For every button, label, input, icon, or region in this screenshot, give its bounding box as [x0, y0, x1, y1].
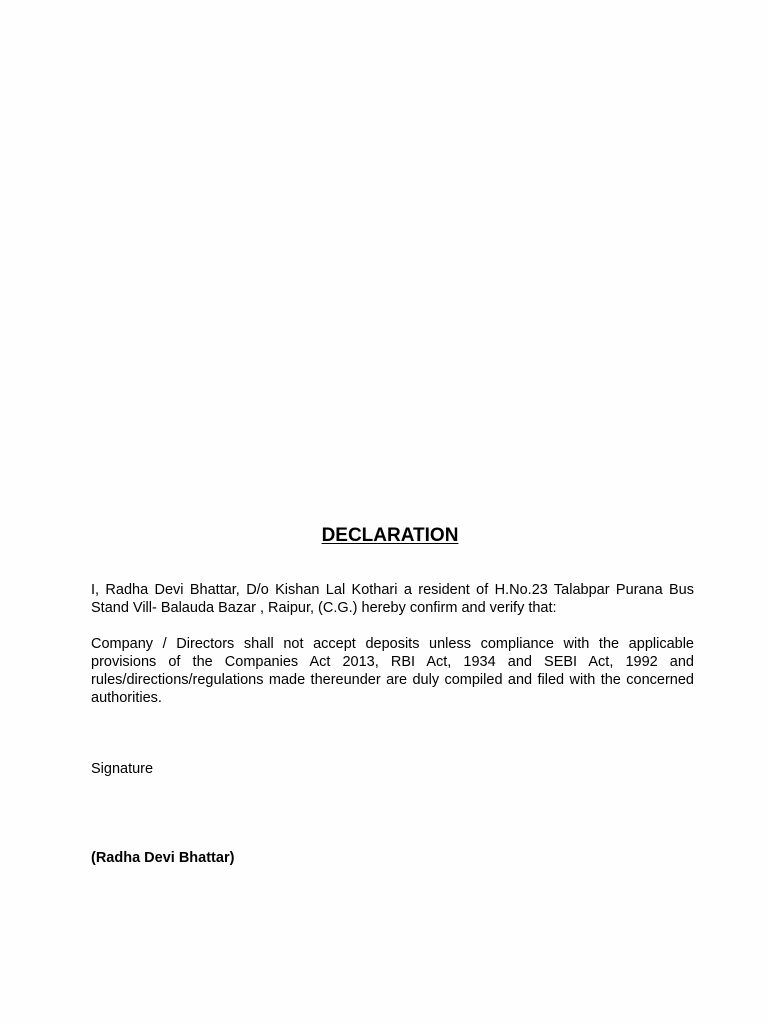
- signature-label: Signature: [91, 761, 154, 777]
- declarant-statement-paragraph: I, Radha Devi Bhattar, D/o Kishan Lal Kothari a resident of H.No.23 Talabpar Purana Bus Stand Vill- Balauda Bazar , Raipur, (C.G.) hereby confirm and verify that:: [91, 582, 694, 616]
- document-title: DECLARATION: [321, 525, 459, 546]
- signatory-name: (Radha Devi Bhattar): [91, 850, 235, 866]
- compliance-paragraph: Company / Directors shall not accept deposits unless compliance with the applicable provisions of the Companies Act 2013, RBI Act, 1934 and SEBI Act, 1992 and rules/directions/regulations made thereunder are duly compiled and filed with the concerned authorities.: [91, 636, 694, 706]
